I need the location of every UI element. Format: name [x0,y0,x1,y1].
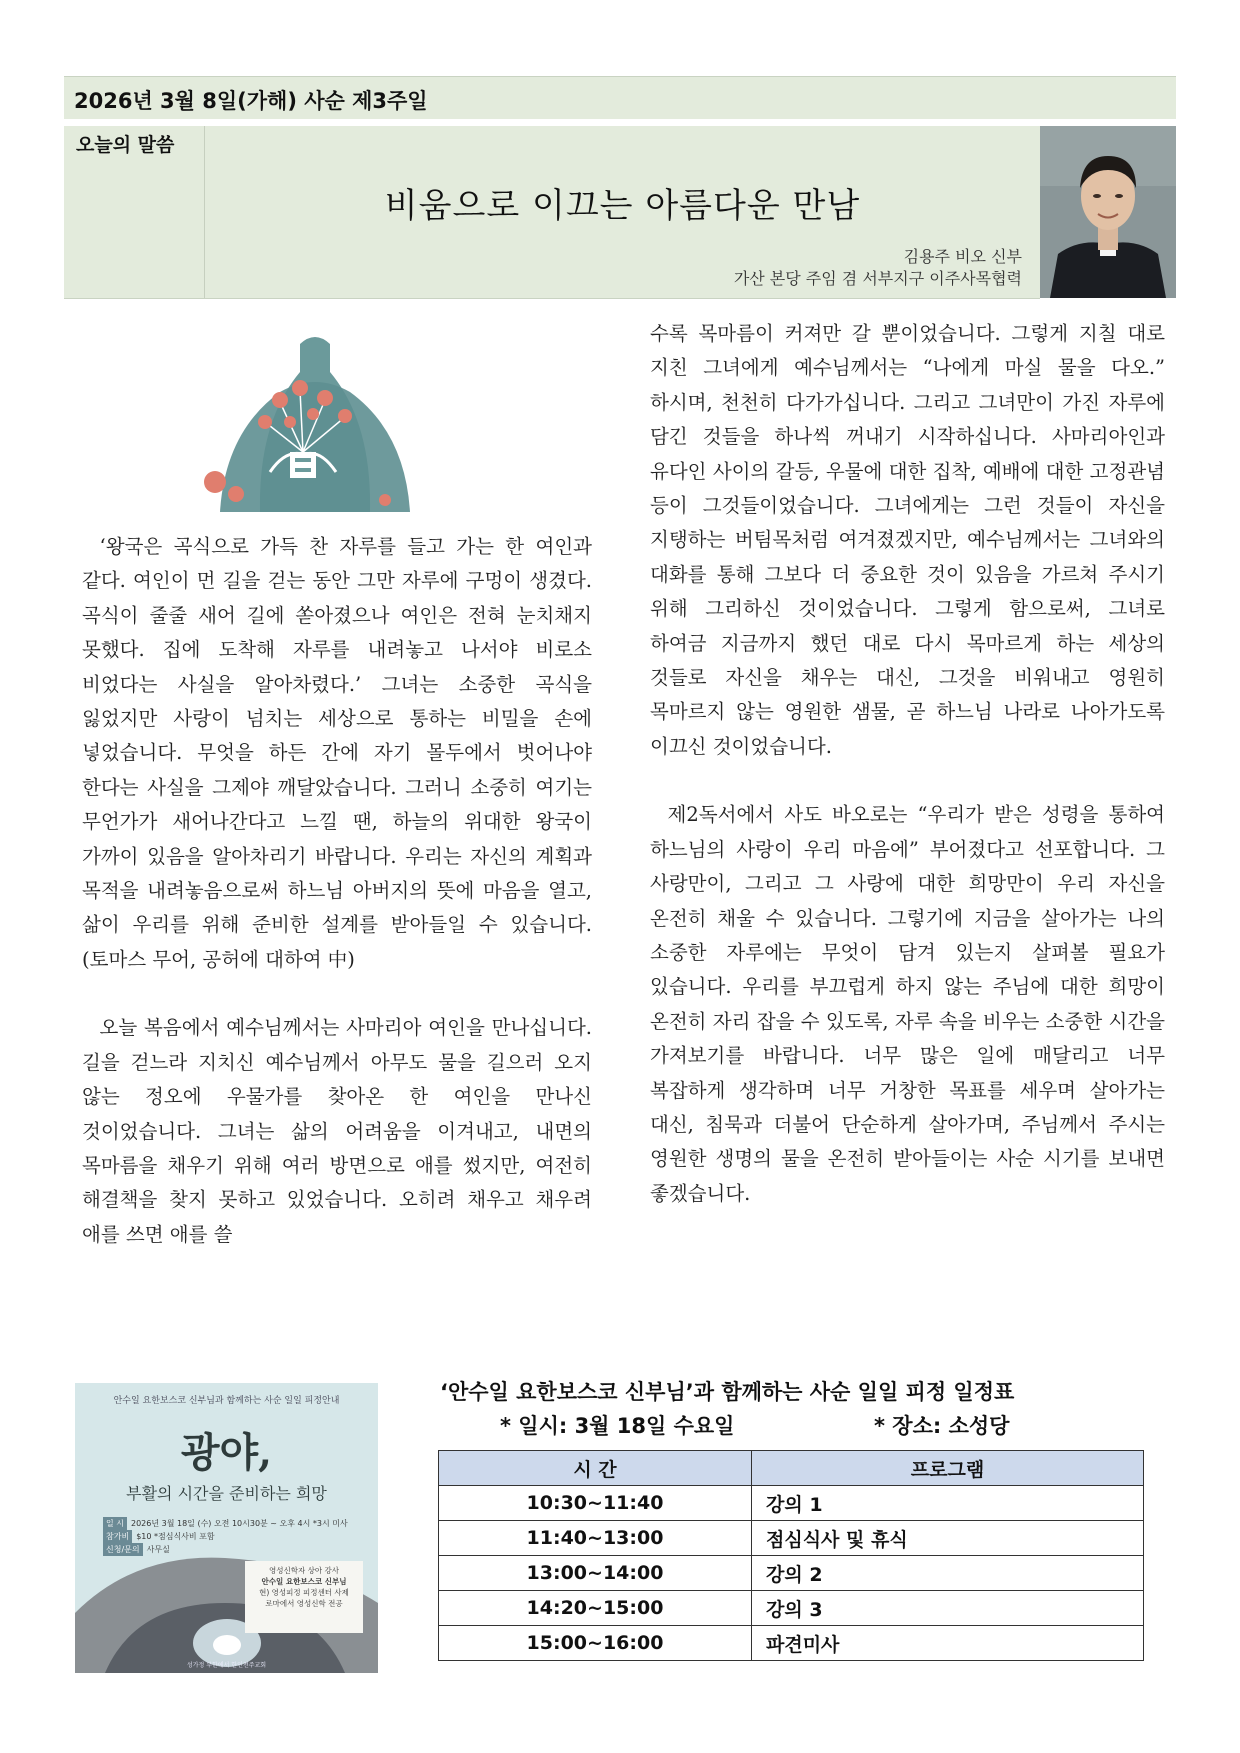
author-role: 가산 본당 주임 겸 서부지구 이주사목협력 [733,269,1022,288]
poster-apply: 사무실 [146,1545,170,1554]
program-cell: 강의 1 [752,1486,1144,1521]
time-cell: 13:00~14:00 [439,1556,752,1591]
priest-photo [1040,126,1176,298]
illustration-flowers [140,322,480,512]
table-row [439,1486,1144,1521]
todays-word-box [64,126,1040,299]
schedule-place: * 장소: 소성당 [874,1414,1010,1438]
schedule-date: * 일시: 3월 18일 수요일 [500,1414,735,1438]
article-right-column [650,317,1165,1211]
poster-speaker-note [245,1561,363,1633]
note-line: 안수일 요한보스코 신부님 [261,1577,347,1586]
schedule-title: ‘안수일 요한보스코 신부님’과 함께하는 사순 일일 피정 일정표 [440,1380,1015,1404]
program-cell: 강의 2 [752,1556,1144,1591]
program-cell: 파견미사 [752,1626,1144,1661]
note-line: 영성신학자 상아 강사 [269,1566,339,1575]
poster-footer: 성가정 부한에서 한인천주교회 [186,1662,267,1669]
poster-date-tag: 일 시 [103,1517,127,1530]
article-paragraph: 오늘 복음에서 예수님께서는 사마리아 여인을 만나십니다. 길을 걷느라 지치신 예수님께서 아무도 물을 길으러 오지 않는 정오에 우물가를 찾아온 한 여인을 만나신 것이었습니다. 그녀는 삶의 어려움을 이겨내고, 내면의 목마름을 채우기 위해 여러 방면으로 애를 썼지만, 여전히 해결책을 찾지 못하고 있었습니다. 오히려 채우고 채우려 애를 쓰면 애를 쓸 [82,1016,592,1246]
poster-date: 2026년 3월 18일 (수) 오전 10시30분 ~ 오후 4시 *3시 미사 [131,1519,348,1528]
column-header-program: 프로그램 [752,1451,1144,1486]
poster-fee-tag: 참가비 [103,1530,132,1543]
article-paragraph: ‘왕국은 곡식으로 가득 찬 자루를 들고 가는 한 여인과 같다. 여인이 먼 길을 걷는 동안 그만 자루에 구멍이 생겼다. 곡식이 줄줄 새어 길에 쏟아졌으나 여인은 전혀 눈치채지 못했다. 집에 도착해 자루를 내려놓고 나서야 비로소 비었다는 사실을 알아차렸다.’ 그녀는 소중한 곡식을 잃었지만 사랑이 넘치는 세상으로 통하는 비밀을 손에 넣었습니다. 무엇을 하든 간에 자기 몰두에서 벗어나야 한다는 사실을 그제야 깨달았습니다. 그러니 소중히 여기는 무언가가 새어나간다고 느낄 땐, 하늘의 위대한 왕국이 가까이 있음을 알아차리기 바랍니다. 우리는 자신의 계획과 목적을 내려놓음으로써 하느님 아버지의 뜻에 마음을 열고, 삶이 우리를 위해 준비한 설계를 받아들일 수 있습니다. (토마스 무어, 공허에 대하여 中) [82,535,592,971]
section-label: 오늘의 말씀 [76,134,175,156]
table-header-row [439,1451,1144,1486]
note-line: 현) 영성피정 피정센터 사제 [259,1588,349,1597]
program-cell: 강의 3 [752,1591,1144,1626]
poster-apply-tag: 신청/문의 [103,1543,143,1556]
author-block [734,246,1022,290]
poster-fee: $10 *점심식사비 포함 [136,1532,215,1541]
time-cell: 15:00~16:00 [439,1626,752,1661]
table-row [439,1626,1144,1661]
program-cell: 점심식사 및 휴식 [752,1521,1144,1556]
article-left-column [82,530,592,1252]
column-header-time: 시 간 [439,1451,752,1486]
table-row [439,1521,1144,1556]
date-line: 2026년 3월 8일(가해) 사순 제3주일 [74,89,428,113]
poster-title: 광야, [180,1429,273,1476]
table-row [439,1591,1144,1626]
table-row [439,1556,1144,1591]
schedule-table [438,1450,1144,1661]
note-line: 로마에서 영성신학 전공 [265,1599,343,1608]
poster-subtitle: 부활의 시간을 준비하는 희망 [126,1484,327,1503]
poster-info [103,1517,348,1556]
time-cell: 11:40~13:00 [439,1521,752,1556]
time-cell: 10:30~11:40 [439,1486,752,1521]
date-header-bar [64,76,1176,119]
poster-top-line: 안수일 요한보스코 신부님과 함께하는 사순 일일 피정안내 [113,1396,340,1406]
article-paragraph: 제2독서에서 사도 바오로는 “우리가 받은 성령을 통하여 하느님의 사랑이 우리 마음에” 부어졌다고 선포합니다. 그 사랑만이, 그리고 그 사랑에 대한 희망만이 우리 자신을 온전히 채울 수 있습니다. 그렇기에 지금을 살아가는 나의 소중한 자루에는 무엇이 담겨 있는지 살펴볼 필요가 있습니다. 우리를 부끄럽게 하지 않는 주님에 대한 희망이 온전히 자리 잡을 수 있도록, 자루 속을 비우는 소중한 시간을 가져보기를 바랍니다. 너무 많은 일에 매달리고 너무 복잡하게 생각하며 너무 거창한 목표를 세우며 살아가는 대신, 침묵과 더불어 단순하게 살아가며, 주님께서 주시는 영원한 생명의 물을 온전히 받아들이는 사순 시기를 보내면 좋겠습니다. [650,803,1165,1205]
author-name: 김용주 비오 신부 [903,247,1022,266]
retreat-poster [75,1383,378,1673]
article-paragraph: 수록 목마름이 커져만 갈 뿐이었습니다. 그렇게 지칠 대로 지친 그녀에게 예수님께서는 “나에게 마실 물을 다오.” 하시며, 천천히 다가가십니다. 그리고 그녀만이 가진 자루에 담긴 것들을 하나씩 꺼내기 시작하십니다. 사마리아인과 유다인 사이의 갈등, 우물에 대한 집착, 예배에 대한 고정관념 등이 그것들이었습니다. 그녀에게는 그런 것들이 자신을 지탱하는 버팀목처럼 여겨졌겠지만, 예수님께서는 그녀와의 대화를 통해 그보다 더 중요한 것이 있음을 가르쳐 주시기 위해 그리하신 것이었습니다. 그렇게 함으로써, 그녀로 하여금 지금까지 했던 대로 다시 목마르게 하는 세상의 것들로 자신을 채우는 대신, 그것을 비워내고 영원히 목마르지 않는 영원한 샘물, 곧 하느님 나라로 나아가도록 이끄신 것이었습니다. [650,322,1165,758]
time-cell: 14:20~15:00 [439,1591,752,1626]
homily-title: 비움으로 이끄는 아름다운 만남 [384,186,861,226]
